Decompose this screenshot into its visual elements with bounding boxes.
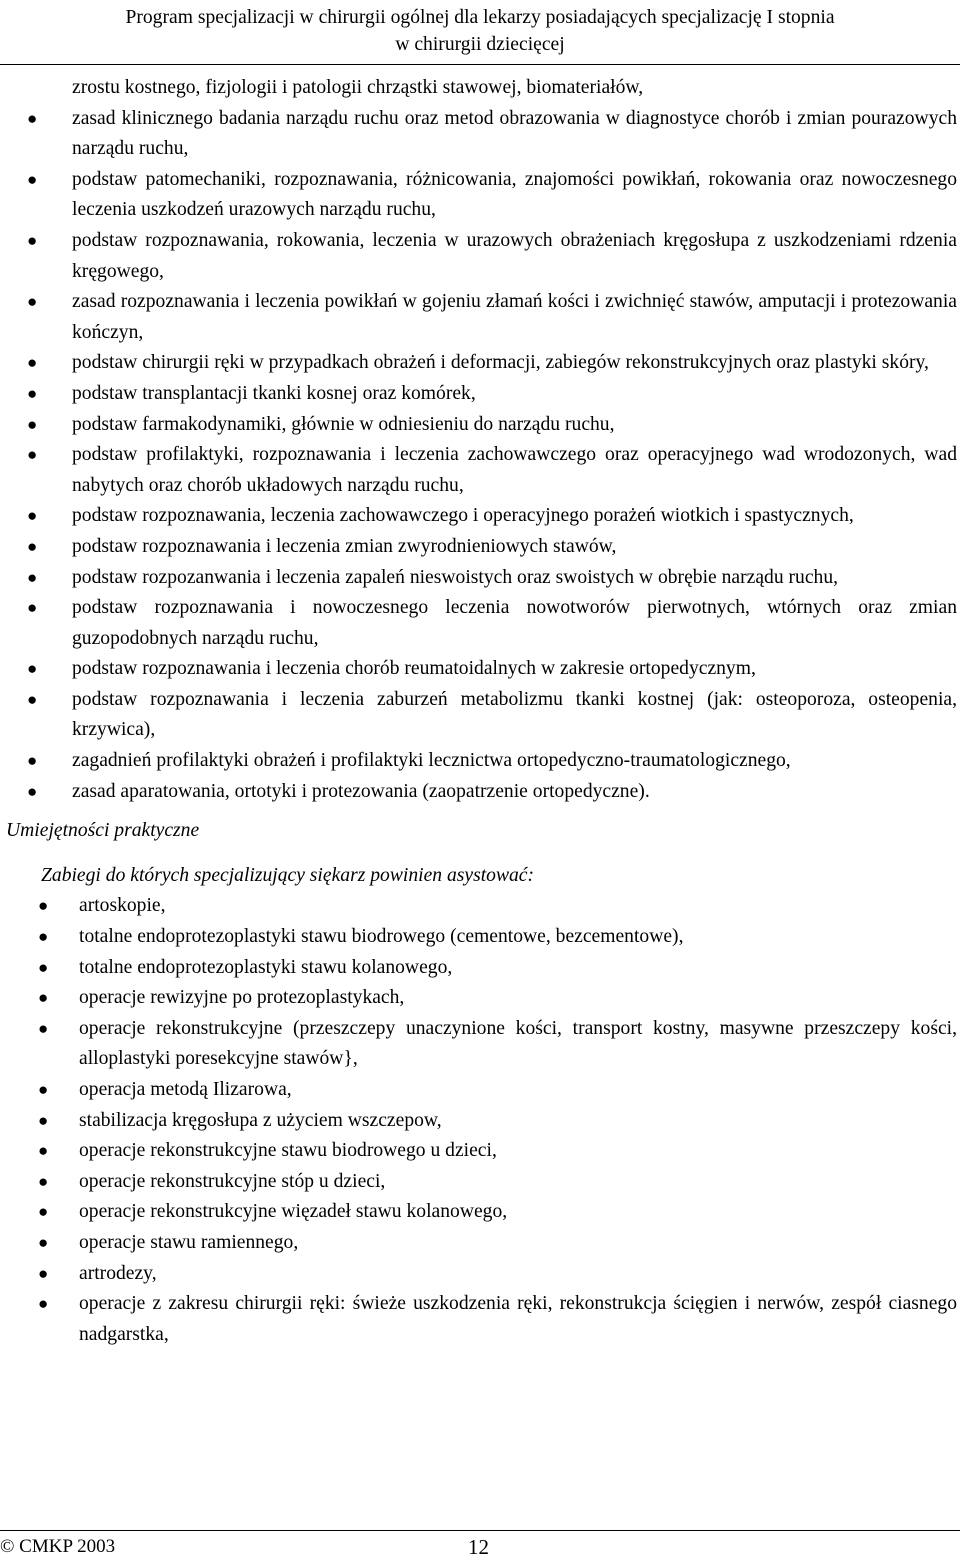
list-item-text: podstaw rozpoznawania, leczenia zachowawczego i operacyjnego porażeń wiotkich i spastycznych,: [72, 505, 854, 527]
bullet-icon: ●: [27, 536, 38, 556]
bullet-icon: ●: [38, 1171, 49, 1191]
page-header: [0, 4, 960, 58]
bullet-icon: ●: [27, 414, 38, 434]
procedure-text: operacje rekonstrukcyjne stawu biodrowego u dzieci,: [79, 1140, 497, 1162]
list-item-text: podstaw rozpoznawania i leczenia zaburzeń metabolizmu tkanki kostnej (jak: osteoporoza, osteopenia, krzywica),: [72, 688, 957, 741]
page-number: 12: [468, 1535, 489, 1559]
procedure-text: operacje rekonstrukcyjne (przeszczepy unaczynione kości, transport kostny, masywne przeszczepy kości, alloplastyki poresekcyjne stawów},: [79, 1017, 957, 1070]
list-item-text: podstaw farmakodynamiki, głównie w odniesieniu do narządu ruchu,: [72, 413, 615, 435]
procedure-text: operacje rekonstrukcyjne stóp u dzieci,: [79, 1170, 386, 1192]
procedure-item: [0, 1197, 960, 1228]
page-content: [0, 73, 960, 1350]
list-item: [0, 440, 960, 501]
procedure-item: [0, 983, 960, 1014]
bullet-icon: ●: [38, 1110, 49, 1130]
bullet-icon: ●: [38, 927, 49, 947]
procedure-item: [0, 953, 960, 984]
procedures-intro: Zabiegi do których specjalizujący siękarz powinien asystować:: [41, 864, 535, 886]
bullet-icon: ●: [38, 896, 49, 916]
list-item: [0, 104, 960, 165]
list-item: [0, 73, 960, 104]
procedure-item: [0, 1228, 960, 1259]
list-item: [0, 685, 960, 746]
procedure-text: artoskopie,: [79, 895, 166, 917]
list-item-text: podstaw rozpozanwania i leczenia zapaleń nieswoistych oraz swoistych w obrębie narządu ruchu,: [72, 566, 839, 588]
list-item: [0, 593, 960, 654]
procedure-item: [0, 1075, 960, 1106]
bullet-icon: ●: [27, 230, 38, 250]
procedure-item: [0, 1289, 960, 1350]
bullet-icon: ●: [38, 1141, 49, 1161]
list-item-text: podstaw transplantacji tkanki kosnej oraz komórek,: [72, 382, 476, 404]
bullet-icon: ●: [27, 567, 38, 587]
procedure-text: operacje rekonstrukcyjne więzadeł stawu kolanowego,: [79, 1201, 508, 1223]
list-item-text: podstaw patomechaniki, rozpoznawania, różnicowania, znajomości powikłań, rokowania oraz nowoczesnego leczenia uszkodzeń urazowych narządu ruchu,: [72, 168, 957, 221]
bullet-icon: ●: [27, 689, 38, 709]
bullet-icon: ●: [27, 598, 38, 618]
bullet-icon: ●: [38, 1202, 49, 1222]
procedure-item: [0, 1136, 960, 1167]
bullet-icon: ●: [38, 957, 49, 977]
bullet-icon: ●: [27, 169, 38, 189]
list-item-text: zasad rozpoznawania i leczenia powikłań w gojeniu złamań kości i zwichnięć stawów, amputacji i protezowania kończyn,: [72, 291, 957, 343]
list-item-text: podstaw chirurgii ręki w przypadkach obrażeń i deformacji, zabiegów rekonstrukcyjnych oraz plastyki skóry,: [72, 352, 929, 374]
bullet-icon: ●: [27, 751, 38, 771]
procedures-list: [0, 891, 960, 1350]
list-item-text: zagadnień profilaktyki obrażeń i profilaktyki lecznictwa ortopedyczno-traumatologicznego,: [72, 750, 791, 772]
list-item-text: podstaw rozpoznawania i leczenia chorób reumatoidalnych w zakresie ortopedycznym,: [72, 658, 756, 680]
list-item: [0, 501, 960, 532]
list-item: [0, 563, 960, 594]
procedure-item: [0, 1106, 960, 1137]
header-rule: [0, 64, 960, 65]
footer-rule: [0, 1530, 960, 1531]
procedure-text: stabilizacja kręgosłupa z użyciem wszczepow,: [79, 1109, 442, 1131]
list-item-text: zrostu kostnego, fizjologii i patologii chrząstki stawowej, biomateriałów,: [72, 77, 644, 98]
bullet-icon: ●: [38, 1080, 49, 1099]
list-item-text: podstaw profilaktyki, rozpoznawania i leczenia zachowawczego oraz operacyjnego wad wrodozonych, wad nabytych oraz chorób układowych narządu ruchu,: [72, 444, 957, 496]
list-item-text: zasad aparatowania, ortotyki i protezowania (zaopatrzenie ortopedyczne).: [72, 780, 650, 802]
bullet-icon: ●: [27, 659, 38, 679]
bullet-icon: ●: [38, 1232, 49, 1252]
bullet-icon: ●: [27, 383, 38, 403]
knowledge-list: [0, 73, 960, 807]
bullet-icon: ●: [27, 506, 38, 526]
bullet-icon: ●: [27, 781, 38, 801]
footer-copyright: © CMKP 2003: [0, 1536, 116, 1557]
header-line-1: Program specjalizacji w chirurgii ogólnej dla lekarzy posiadających specjalizację I stopnia: [125, 7, 835, 28]
procedure-text: operacje rewizyjne po protezoplastykach,: [79, 987, 405, 1009]
header-line-2: w chirurgii dziecięcej: [395, 34, 565, 55]
list-item: [0, 410, 960, 441]
list-item: [0, 348, 960, 379]
list-item: [0, 226, 960, 287]
bullet-icon: ●: [38, 1294, 49, 1314]
procedure-text: operacja metodą Ilizarowa,: [79, 1079, 292, 1100]
list-item: [0, 777, 960, 808]
bullet-icon: ●: [38, 1018, 49, 1038]
procedure-item: [0, 1014, 960, 1075]
bullet-icon: ●: [27, 353, 38, 373]
bullet-icon: ●: [27, 445, 38, 465]
section-title: Umiejętności praktyczne: [6, 820, 200, 842]
procedure-item: [0, 891, 960, 922]
procedure-text: totalne endoprotezoplastyki stawu kolanowego,: [79, 956, 453, 978]
procedure-text: totalne endoprotezoplastyki stawu biodrowego (cementowe, bezcementowe),: [79, 926, 684, 948]
list-item: [0, 532, 960, 563]
list-item: [0, 654, 960, 685]
procedure-text: operacje stawu ramiennego,: [79, 1231, 299, 1253]
list-item: [0, 287, 960, 348]
procedure-text: operacje z zakresu chirurgii ręki: świeże uszkodzenia ręki, rekonstrukcja ścięgien i nerwów, zespół ciasnego nadgarstka,: [79, 1293, 957, 1345]
procedure-item: [0, 1259, 960, 1290]
list-item: [0, 165, 960, 226]
list-item: [0, 379, 960, 410]
list-item-text: podstaw rozpoznawania, rokowania, leczenia w urazowych obrażeniach kręgosłupa z uszkodzeniami rdzenia kręgowego,: [72, 229, 957, 282]
bullet-icon: ●: [38, 988, 49, 1008]
procedure-text: artrodezy,: [79, 1262, 157, 1284]
procedure-item: [0, 1167, 960, 1198]
bullet-icon: ●: [38, 1263, 49, 1283]
bullet-icon: ●: [27, 108, 38, 128]
page-footer: [0, 1530, 960, 1561]
list-item-text: podstaw rozpoznawania i leczenia zmian zwyrodnieniowych stawów,: [72, 535, 617, 557]
list-item-text: zasad klinicznego badania narządu ruchu oraz metod obrazowania w diagnostyce chorób i zmian pourazowych narządu ruchu,: [72, 107, 957, 160]
procedure-item: [0, 922, 960, 953]
bullet-icon: ●: [27, 292, 38, 312]
list-item: [0, 746, 960, 777]
list-item-text: podstaw rozpoznawania i nowoczesnego leczenia nowotworów pierwotnych, wtórnych oraz zmian guzopodobnych narządu ruchu,: [72, 597, 957, 649]
